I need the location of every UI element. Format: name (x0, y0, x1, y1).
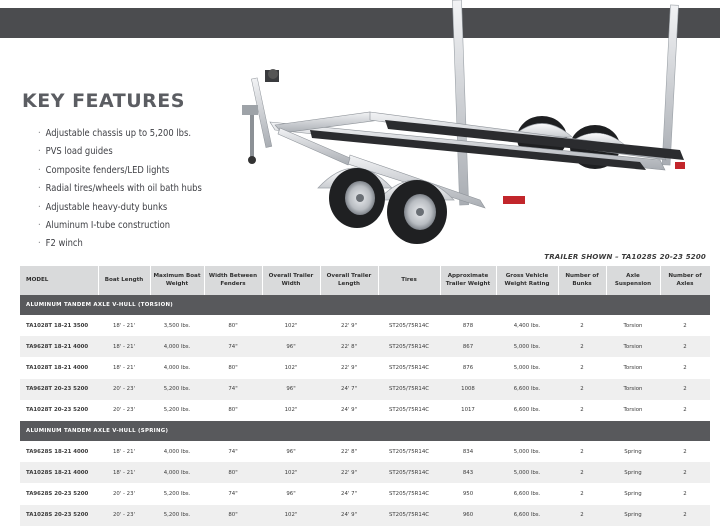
model-cell: TA1028S 20-23 5200 (20, 505, 98, 526)
table-cell: Torsion (606, 400, 660, 421)
table-cell: 74" (204, 336, 262, 357)
specs-table (20, 266, 711, 526)
table-cell: 96" (262, 379, 320, 400)
bullet-dash: · (38, 238, 41, 250)
table-cell: 5,000 lbs. (496, 462, 558, 483)
table-cell: 18' - 21' (98, 315, 150, 336)
table-cell: Torsion (606, 336, 660, 357)
column-header: Width Between Fenders (204, 266, 262, 295)
model-cell: TA1028T 20-23 5200 (20, 400, 98, 421)
table-cell: 2 (660, 379, 710, 400)
table-cell: ST205/75R14C (378, 315, 440, 336)
table-cell: 102" (262, 357, 320, 378)
table-cell: 2 (558, 441, 606, 462)
feature-item (38, 143, 202, 161)
model-cell: TA9628S 18-21 4000 (20, 441, 98, 462)
table-row (20, 400, 710, 421)
table-cell: 102" (262, 315, 320, 336)
table-cell: 2 (558, 462, 606, 483)
table-cell: Spring (606, 462, 660, 483)
model-cell: TA9628T 18-21 4000 (20, 336, 98, 357)
column-header: Number of Axles (660, 266, 710, 295)
table-cell: ST205/75R14C (378, 336, 440, 357)
table-cell: 4,000 lbs. (150, 357, 204, 378)
table-cell: 4,000 lbs. (150, 441, 204, 462)
table-cell: 878 (440, 315, 496, 336)
table-cell: 1017 (440, 400, 496, 421)
table-cell: 74" (204, 483, 262, 504)
table-cell: 20' - 23' (98, 505, 150, 526)
table-cell: 80" (204, 505, 262, 526)
table-cell: 80" (204, 462, 262, 483)
table-row (20, 441, 710, 462)
section-label: ALUMINUM TANDEM AXLE V-HULL (TORSION) (20, 295, 710, 315)
table-header-row (20, 266, 710, 295)
table-cell: 80" (204, 315, 262, 336)
table-section-header (20, 295, 710, 315)
table-cell: 20' - 23' (98, 379, 150, 400)
table-cell: 2 (660, 441, 710, 462)
table-cell: 834 (440, 441, 496, 462)
table-cell: 24' 9" (320, 400, 378, 421)
table-row (20, 357, 710, 378)
table-cell: 80" (204, 357, 262, 378)
column-header: Tires (378, 266, 440, 295)
column-header: Approximate Trailer Weight (440, 266, 496, 295)
feature-text: PVS load guides (45, 146, 113, 158)
table-cell: 22' 8" (320, 441, 378, 462)
table-cell: 2 (660, 400, 710, 421)
table-cell: 867 (440, 336, 496, 357)
feature-item (38, 199, 202, 217)
model-cell: TA1028T 18-21 4000 (20, 357, 98, 378)
feature-list (38, 125, 202, 254)
table-cell: 2 (558, 379, 606, 400)
table-cell: 3,500 lbs. (150, 315, 204, 336)
table-row (20, 505, 710, 526)
column-header: MODEL (20, 266, 98, 295)
table-cell: 2 (558, 315, 606, 336)
feature-text: Composite fenders/LED lights (45, 164, 170, 176)
column-header: Gross Vehicle Weight Rating (496, 266, 558, 295)
table-cell: 6,600 lbs. (496, 379, 558, 400)
feature-text: F2 winch (45, 238, 83, 250)
table-cell: 102" (262, 400, 320, 421)
table-cell: 5,200 lbs. (150, 505, 204, 526)
table-cell: Torsion (606, 315, 660, 336)
table-cell: 2 (558, 400, 606, 421)
feature-text: Aluminum I-tube construction (45, 219, 171, 231)
table-row (20, 315, 710, 336)
table-cell: 4,400 lbs. (496, 315, 558, 336)
table-cell: ST205/75R14C (378, 357, 440, 378)
table-cell: 74" (204, 379, 262, 400)
table-row (20, 462, 710, 483)
model-cell: TA1028T 18-21 3500 (20, 315, 98, 336)
section-label: ALUMINUM TANDEM AXLE V-HULL (SPRING) (20, 421, 710, 441)
table-cell: 960 (440, 505, 496, 526)
table-section-header (20, 421, 710, 441)
table-cell: 5,200 lbs. (150, 400, 204, 421)
table-cell: Spring (606, 441, 660, 462)
feature-text: Adjustable chassis up to 5,200 lbs. (45, 128, 191, 139)
feature-item (38, 125, 202, 143)
table-cell: 2 (558, 357, 606, 378)
column-header: Overall Trailer Width (262, 266, 320, 295)
table-cell: 102" (262, 462, 320, 483)
table-cell: 102" (262, 505, 320, 526)
feature-item (38, 162, 202, 180)
bullet-dash: · (38, 219, 41, 231)
table-cell: Torsion (606, 379, 660, 400)
table-row (20, 483, 710, 504)
feature-text: Radial tires/wheels with oil bath hubs (45, 183, 202, 195)
table-cell: 22' 8" (320, 336, 378, 357)
table-cell: ST205/75R14C (378, 505, 440, 526)
column-header: Maximum Boat Weight (150, 266, 204, 295)
table-cell: 22' 9" (320, 462, 378, 483)
feature-item (38, 217, 202, 235)
table-cell: 2 (660, 462, 710, 483)
table-cell: 22' 9" (320, 315, 378, 336)
table-cell: 6,600 lbs. (496, 505, 558, 526)
table-cell: 6,600 lbs. (496, 400, 558, 421)
model-cell: TA9628S 20-23 5200 (20, 483, 98, 504)
table-cell: 5,200 lbs. (150, 483, 204, 504)
table-cell: 1008 (440, 379, 496, 400)
table-cell: 843 (440, 462, 496, 483)
table-cell: 5,200 lbs. (150, 379, 204, 400)
table-cell: 2 (660, 505, 710, 526)
table-cell: 20' - 23' (98, 483, 150, 504)
table-cell: 5,000 lbs. (496, 441, 558, 462)
column-header: Boat Length (98, 266, 150, 295)
table-cell: Torsion (606, 357, 660, 378)
table-cell: 2 (558, 483, 606, 504)
table-cell: ST205/75R14C (378, 379, 440, 400)
column-header: Axle Suspension (606, 266, 660, 295)
column-header: Overall Trailer Length (320, 266, 378, 295)
table-cell: 80" (204, 400, 262, 421)
bullet-dash: · (38, 201, 41, 213)
model-cell: TA1028S 18-21 4000 (20, 462, 98, 483)
table-cell: Spring (606, 505, 660, 526)
table-row (20, 336, 710, 357)
table-cell: 18' - 21' (98, 336, 150, 357)
table-cell: 18' - 21' (98, 441, 150, 462)
column-header: Number of Bunks (558, 266, 606, 295)
table-cell: 2 (660, 315, 710, 336)
table-cell: 5,000 lbs. (496, 357, 558, 378)
table-cell: 18' - 21' (98, 462, 150, 483)
feature-text: Adjustable heavy-duty bunks (45, 201, 168, 213)
boat-trailer-photo (220, 0, 720, 250)
table-cell: 5,000 lbs. (496, 336, 558, 357)
table-cell: 950 (440, 483, 496, 504)
bullet-dash: · (38, 128, 41, 139)
table-cell: 2 (558, 505, 606, 526)
table-cell: ST205/75R14C (378, 483, 440, 504)
table-cell: 2 (660, 357, 710, 378)
table-cell: 4,000 lbs. (150, 336, 204, 357)
table-cell: 96" (262, 483, 320, 504)
table-cell: 22' 9" (320, 357, 378, 378)
table-cell: 96" (262, 441, 320, 462)
table-cell: 2 (660, 336, 710, 357)
trailer-caption: TRAILER SHOWN – TA1028S 20-23 5200 (544, 253, 706, 261)
table-cell: 96" (262, 336, 320, 357)
bullet-dash: · (38, 164, 41, 176)
feature-item (38, 235, 202, 253)
table-cell: 876 (440, 357, 496, 378)
table-cell: 24' 7" (320, 483, 378, 504)
table-cell: 2 (558, 336, 606, 357)
table-cell: 2 (660, 483, 710, 504)
table-cell: 18' - 21' (98, 357, 150, 378)
table-cell: Spring (606, 483, 660, 504)
table-cell: 24' 7" (320, 379, 378, 400)
bullet-dash: · (38, 146, 41, 158)
table-cell: 24' 9" (320, 505, 378, 526)
table-cell: ST205/75R14C (378, 441, 440, 462)
table-row (20, 379, 710, 400)
table-cell: ST205/75R14C (378, 400, 440, 421)
bullet-dash: · (38, 183, 41, 195)
table-cell: 4,000 lbs. (150, 462, 204, 483)
table-cell: 74" (204, 441, 262, 462)
page-title: KEY FEATURES (22, 90, 185, 112)
table-cell: 20' - 23' (98, 400, 150, 421)
table-cell: ST205/75R14C (378, 462, 440, 483)
table-cell: 6,600 lbs. (496, 483, 558, 504)
model-cell: TA9628T 20-23 5200 (20, 379, 98, 400)
feature-item (38, 180, 202, 198)
